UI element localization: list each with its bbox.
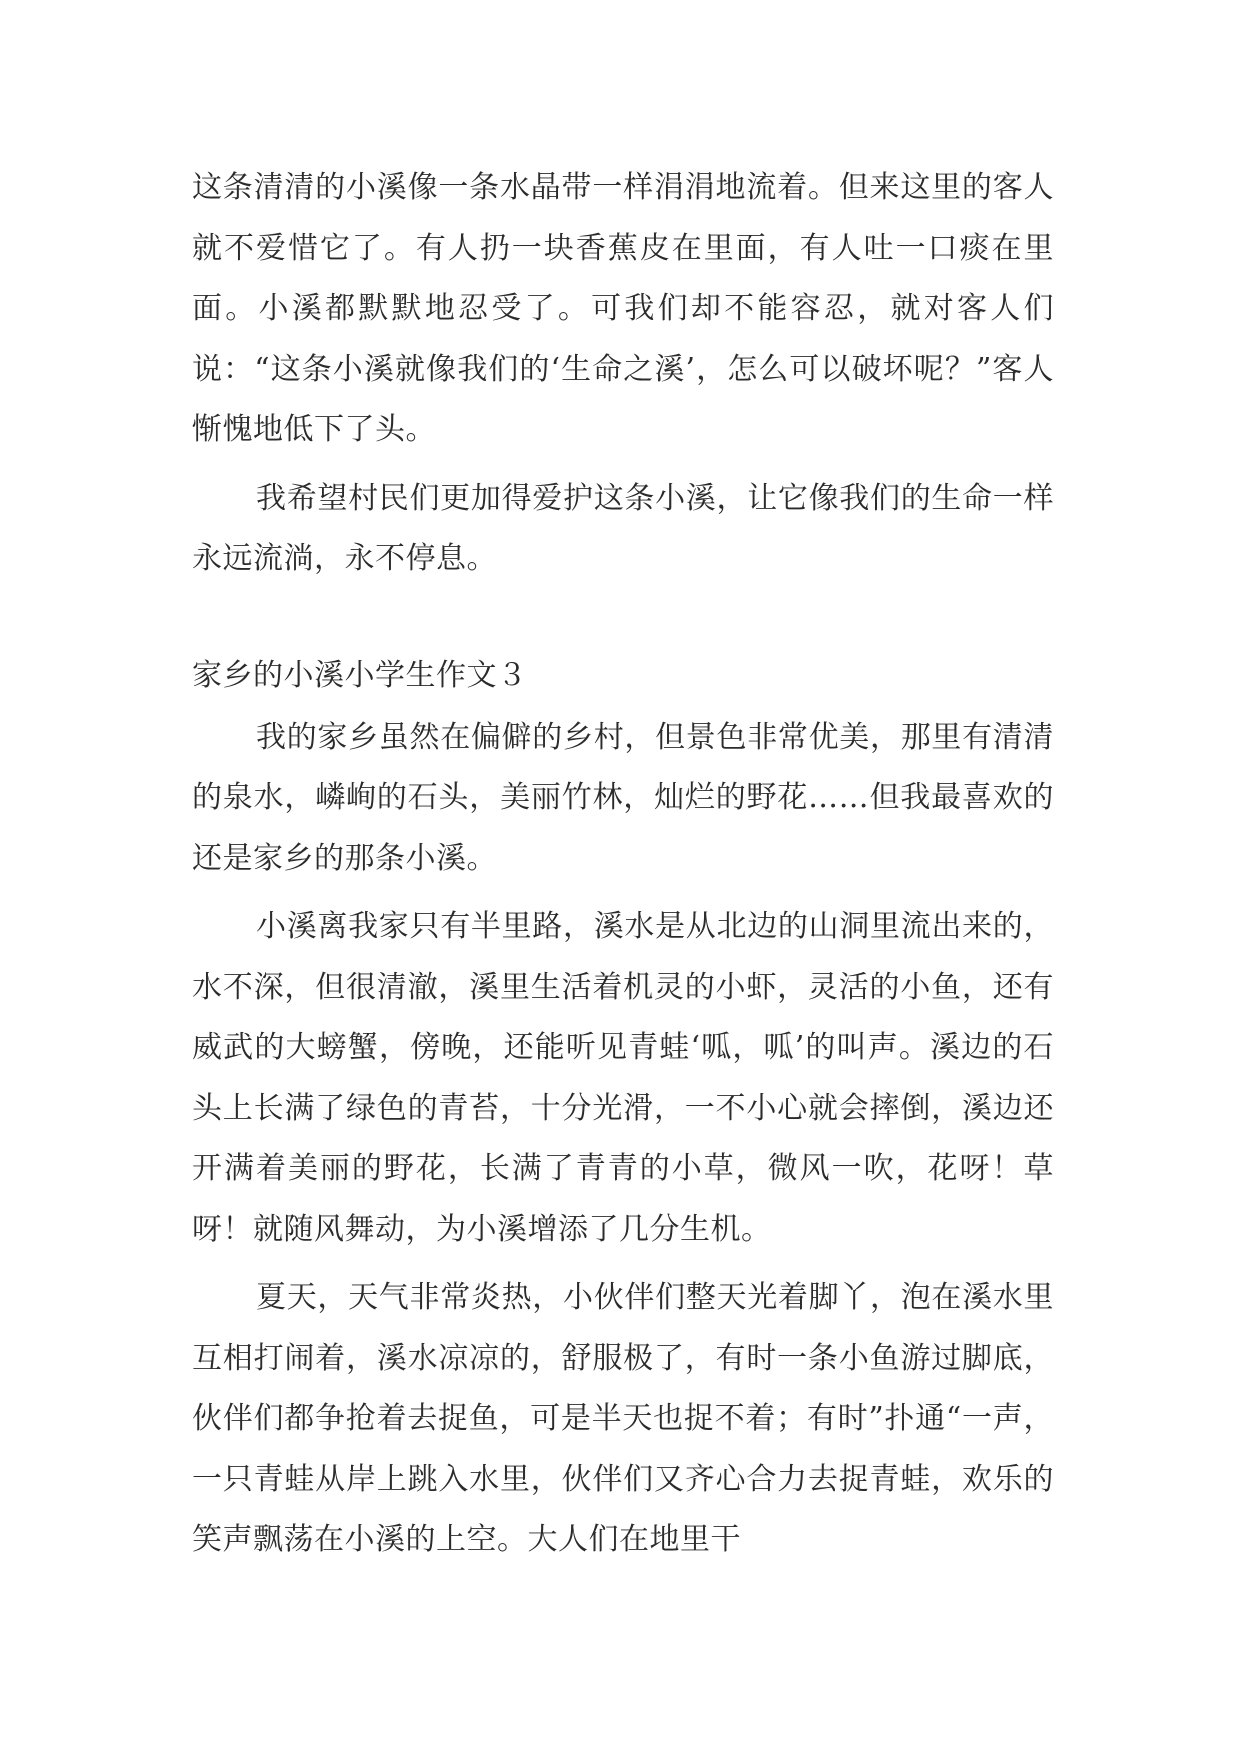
paragraph: 小溪离我家只有半里路，溪水是从北边的山洞里流出来的，水不深，但很清澈，溪里生活着机灵的小虾，灵活的小鱼，还有威武的大螃蟹，傍晚，还能听见青蛙‘呱，呱’的叫声。溪边的石头上长满了绿色的青苔，十分光滑，一不小心就会摔倒，溪边还开满着美丽的野花，长满了青青的小草，微风一吹，花呀！草呀！就随风舞动，为小溪增添了几分生机。 — [192, 909, 1054, 1247]
paragraph: 我希望村民们更加得爱护这条小溪，让它像我们的生命一样永远流淌，永不停息。 — [192, 480, 1054, 576]
paragraph: 这条清清的小溪像一条水晶带一样涓涓地流着。但来这里的客人就不爱惜它了。有人扔一块香蕉皮在里面，有人吐一口痰在里面。小溪都默默地忍受了。可我们却不能容忍，就对客人们说：“这条小溪就像我们的‘生命之溪’，怎么可以破坏呢？”客人惭愧地低下了头。 — [192, 170, 1054, 447]
paragraph: 我的家乡虽然在偏僻的乡村，但景色非常优美，那里有清清的泉水，嶙峋的石头，美丽竹林，灿烂的野花……但我最喜欢的还是家乡的那条小溪。 — [192, 719, 1054, 876]
document-body — [192, 158, 1054, 1579]
paragraph: 夏天，天气非常炎热，小伙伴们整天光着脚丫，泡在溪水里互相打闹着，溪水凉凉的，舒服极了，有时一条小鱼游过脚底，伙伴们都争抢着去捉鱼，可是半天也捉不着；有时”扑通“一声，一只青蛙从岸上跳入水里，伙伴们又齐心合力去捉青蛙，欢乐的笑声飘荡在小溪的上空。大人们在地里干 — [192, 1280, 1054, 1557]
section-title: 家乡的小溪小学生作文３ — [192, 657, 528, 693]
